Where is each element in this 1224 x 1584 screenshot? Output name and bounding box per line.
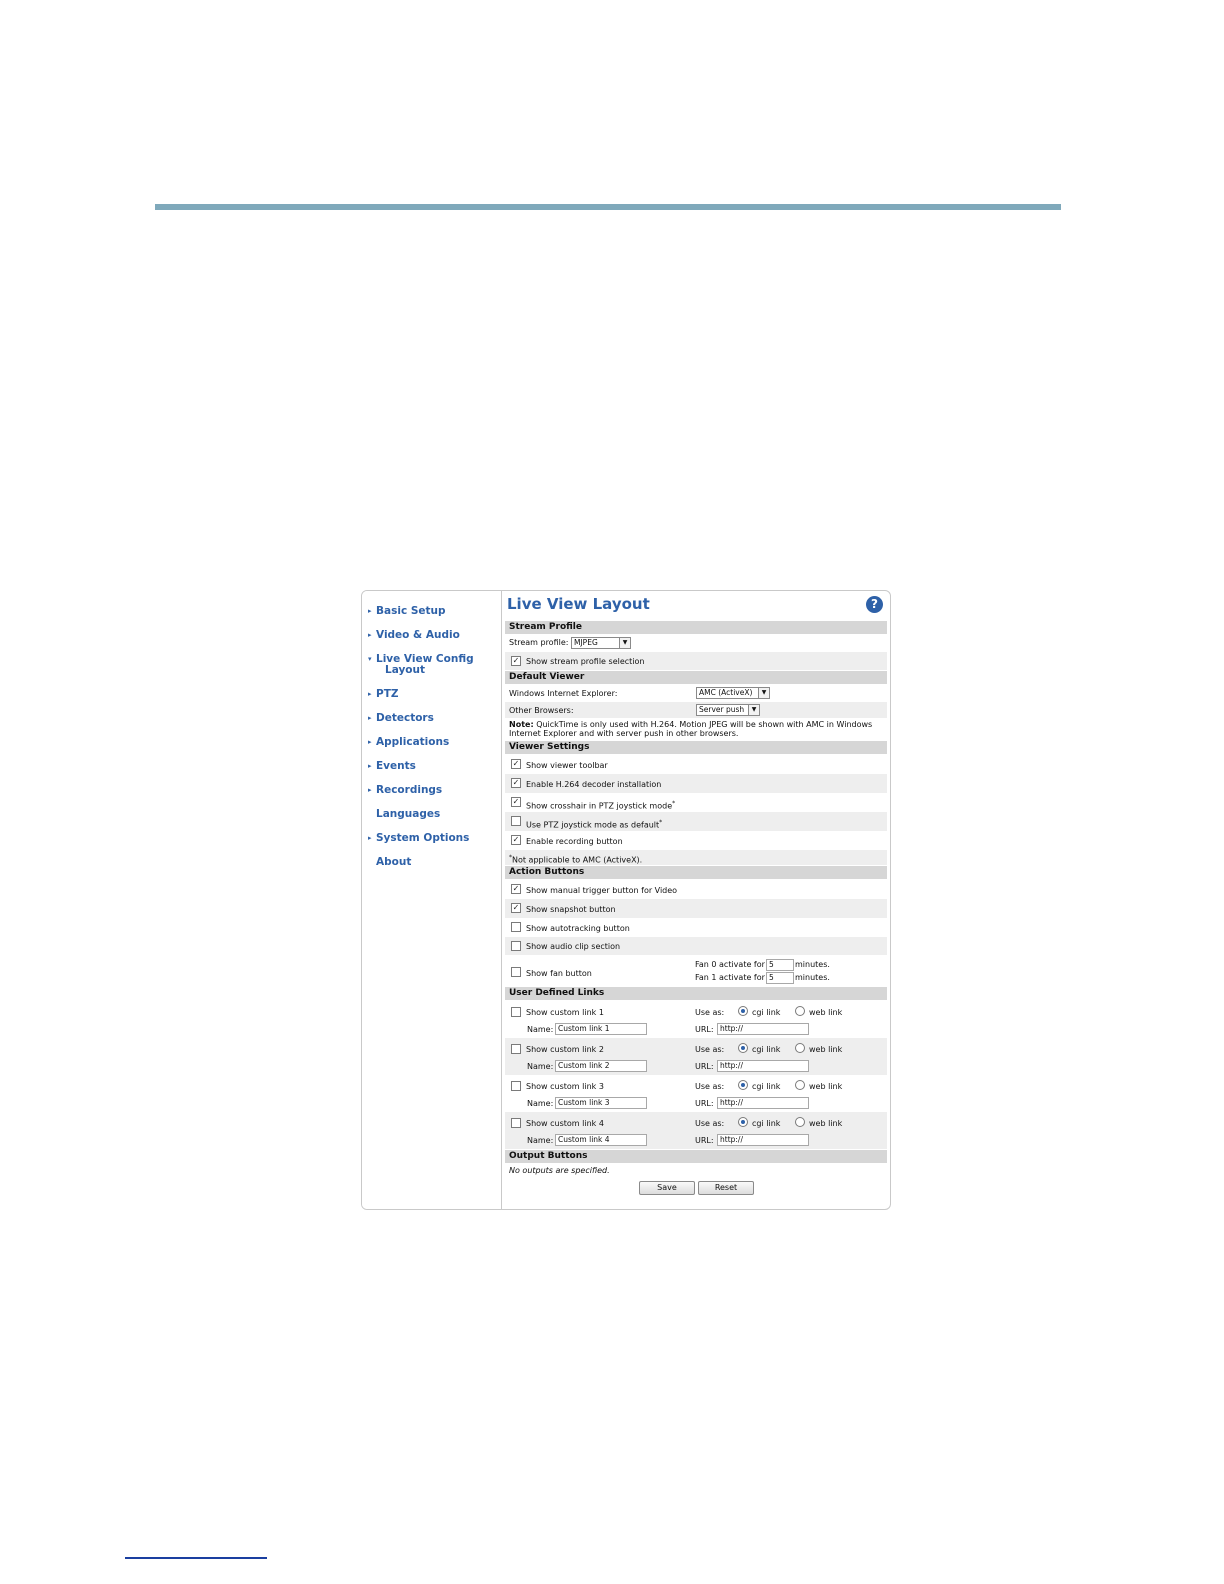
sidebar [362,591,502,1209]
cgi-link-label: cgi link [752,1119,781,1128]
autotracking-row [505,918,887,937]
url-label: URL: [695,1025,714,1034]
custom-link-4-row [505,1112,887,1149]
viewer-toolbar-label: Show viewer toolbar [526,761,608,770]
recording-button-row [505,831,887,850]
chevron-right-icon: ▸ [368,738,372,746]
other-viewer-label: Other Browsers: [509,706,574,715]
dropdown-arrow-icon: ▼ [748,705,759,715]
custom-link-2-label: Show custom link 2 [526,1045,604,1054]
footer-link-rule [125,1557,267,1559]
chevron-right-icon: ▸ [368,786,372,794]
custom-link-2-row [505,1038,887,1075]
web-link-radio-3[interactable] [795,1080,805,1090]
chevron-down-icon: ▾ [368,655,372,663]
show-stream-profile-row [505,652,887,670]
ie-viewer-label: Windows Internet Explorer: [509,689,618,698]
viewer-footnote-row [505,850,887,865]
fan0-minutes-input[interactable]: 5 [766,959,794,971]
sidebar-item-detectors[interactable]: ▸ Detectors [368,712,434,724]
cgi-link-label: cgi link [752,1082,781,1091]
custom-link-1-url-input[interactable]: http:// [717,1023,809,1035]
sidebar-item-basic-setup[interactable]: ▸ Basic Setup [368,605,446,617]
use-as-label: Use as: [695,1082,725,1091]
custom-link-1-label: Show custom link 1 [526,1008,604,1017]
manual-trigger-row [505,880,887,899]
cgi-link-label: cgi link [752,1008,781,1017]
ie-viewer-row [505,685,887,702]
snapshot-label: Show snapshot button [526,905,616,914]
use-as-label: Use as: [695,1119,725,1128]
crosshair-label: Show crosshair in PTZ joystick mode [526,801,673,811]
crosshair-row [505,793,887,812]
other-viewer-row [505,702,887,718]
fan1-label: Fan 1 activate for [695,973,765,982]
live-view-layout-window [361,590,891,1210]
audio-clip-label: Show audio clip section [526,942,621,951]
name-label: Name: [527,1062,554,1071]
custom-link-3-label: Show custom link 3 [526,1082,604,1091]
output-note: No outputs are specified. [509,1166,610,1175]
sidebar-item-languages[interactable]: Languages [376,808,441,820]
snapshot-checkbox[interactable]: ✓ [512,903,520,912]
note-text-2: Internet Explorer and with server push in other browsers. [509,729,739,738]
manual-trigger-label: Show manual trigger button for Video [526,886,678,895]
crosshair-checkbox[interactable]: ✓ [512,797,520,806]
custom-link-2-name-input[interactable]: Custom link 2 [555,1060,647,1072]
web-link-label: web link [809,1119,843,1128]
custom-link-2-checkbox[interactable] [511,1044,521,1054]
recording-button-label: Enable recording button [526,837,623,846]
fan1-unit: minutes. [795,973,830,982]
sidebar-item-system-options[interactable]: ▸ System Options [368,832,470,844]
sidebar-item-recordings[interactable]: ▸ Recordings [368,784,443,796]
crosshair-label-wrap [526,799,675,812]
dropdown-arrow-icon: ▼ [619,638,630,648]
section-default-viewer: Default Viewer [505,671,887,684]
output-note-row [505,1164,887,1178]
chevron-right-icon: ▸ [368,631,372,639]
reset-button[interactable]: Reset [698,1181,754,1195]
joystick-default-label: Use PTZ joystick mode as default [526,820,660,830]
sidebar-item-applications[interactable]: ▸ Applications [368,736,450,748]
stream-profile-row [505,635,887,652]
ie-viewer-value: AMC (ActiveX) [699,688,753,697]
custom-link-4-label: Show custom link 4 [526,1119,604,1128]
url-label: URL: [695,1062,714,1071]
h264-decoder-label: Enable H.264 decoder installation [526,780,662,789]
sidebar-item-events[interactable]: ▸ Events [368,760,416,772]
snapshot-row [505,899,887,918]
page-title: Live View Layout [507,595,650,613]
viewer-note [505,718,887,740]
section-user-defined-links: User Defined Links [505,987,887,1000]
chevron-right-icon: ▸ [368,834,372,842]
use-as-label: Use as: [695,1008,725,1017]
h264-decoder-checkbox[interactable]: ✓ [512,778,520,787]
custom-link-3-row [505,1075,887,1112]
chevron-right-icon: ▸ [368,607,372,615]
custom-link-3-checkbox[interactable] [511,1081,521,1091]
note-label: Note: [509,720,534,729]
use-as-label: Use as: [695,1045,725,1054]
sidebar-item-live-view-config[interactable]: ▾ Live View Config [368,653,474,665]
section-stream-profile: Stream Profile [505,621,887,634]
viewer-footnote-wrap [509,853,642,866]
help-icon[interactable]: ? [866,596,883,613]
note-text-1: QuickTime is only used with H.264. Motion JPEG will be shown with AMC in Windows [536,720,873,729]
cgi-link-label: cgi link [752,1045,781,1054]
web-link-radio-1[interactable] [795,1006,805,1016]
crosshair-asterisk: * [672,800,676,807]
other-viewer-select[interactable] [696,704,760,716]
fan-checkbox[interactable] [511,967,521,977]
recording-button-checkbox[interactable]: ✓ [512,835,520,844]
custom-link-3-url-input[interactable]: http:// [717,1097,809,1109]
chevron-right-icon: ▸ [368,762,372,770]
name-label: Name: [527,1025,554,1034]
custom-link-1-row [505,1001,887,1038]
sidebar-item-about[interactable]: About [376,856,412,868]
manual-trigger-checkbox[interactable]: ✓ [512,884,520,893]
autotracking-checkbox[interactable] [511,922,521,932]
joystick-default-checkbox[interactable] [511,816,521,826]
custom-link-4-name-input[interactable]: Custom link 4 [555,1134,647,1146]
web-link-label: web link [809,1082,843,1091]
stream-profile-value: MJPEG [574,638,598,647]
section-action-buttons: Action Buttons [505,866,887,879]
stream-profile-label: Stream profile: [509,638,569,647]
section-viewer-settings: Viewer Settings [505,741,887,754]
custom-link-4-url-input[interactable]: http:// [717,1134,809,1146]
joystick-asterisk: * [659,819,663,826]
web-link-label: web link [809,1045,843,1054]
viewer-footnote: Not applicable to AMC (ActiveX). [512,855,643,865]
header-rule [155,204,1061,210]
show-stream-profile-label: Show stream profile selection [526,657,645,666]
main-panel [503,591,889,1209]
viewer-toolbar-row [505,755,887,774]
autotracking-label: Show autotracking button [526,924,630,933]
sidebar-subitem-layout[interactable]: Layout [385,664,426,676]
viewer-toolbar-checkbox[interactable]: ✓ [512,759,520,768]
web-link-label: web link [809,1008,843,1017]
cgi-link-radio-2[interactable] [738,1043,748,1053]
stream-profile-select[interactable] [571,637,631,649]
custom-link-1-checkbox[interactable] [511,1007,521,1017]
joystick-default-row [505,812,887,831]
h264-decoder-row [505,774,887,793]
fan-row [505,955,887,986]
name-label: Name: [527,1099,554,1108]
fan1-minutes-input[interactable]: 5 [766,972,794,984]
cgi-link-radio-4[interactable] [738,1117,748,1127]
audio-clip-checkbox[interactable] [511,941,521,951]
web-link-radio-2[interactable] [795,1043,805,1053]
footnote-asterisk: * [509,854,512,861]
fan0-label: Fan 0 activate for [695,960,765,969]
audio-clip-row [505,937,887,955]
custom-link-2-url-input[interactable]: http:// [717,1060,809,1072]
web-link-radio-4[interactable] [795,1117,805,1127]
sidebar-item-ptz[interactable]: ▸ PTZ [368,688,399,700]
fan0-unit: minutes. [795,960,830,969]
ie-viewer-select[interactable] [696,687,770,699]
chevron-right-icon: ▸ [368,714,372,722]
cgi-link-radio-1[interactable] [738,1006,748,1016]
dropdown-arrow-icon: ▼ [758,688,769,698]
cgi-link-radio-3[interactable] [738,1080,748,1090]
fan-label: Show fan button [526,969,592,978]
custom-link-3-name-input[interactable]: Custom link 3 [555,1097,647,1109]
joystick-default-label-wrap [526,818,662,831]
custom-link-4-checkbox[interactable] [511,1118,521,1128]
url-label: URL: [695,1136,714,1145]
url-label: URL: [695,1099,714,1108]
other-viewer-value: Server push [699,705,745,714]
chevron-right-icon: ▸ [368,690,372,698]
name-label: Name: [527,1136,554,1145]
sidebar-item-video-audio[interactable]: ▸ Video & Audio [368,629,460,641]
save-button[interactable]: Save [639,1181,695,1195]
custom-link-1-name-input[interactable]: Custom link 1 [555,1023,647,1035]
show-stream-profile-checkbox[interactable]: ✓ [512,656,520,665]
section-output-buttons: Output Buttons [505,1150,887,1163]
